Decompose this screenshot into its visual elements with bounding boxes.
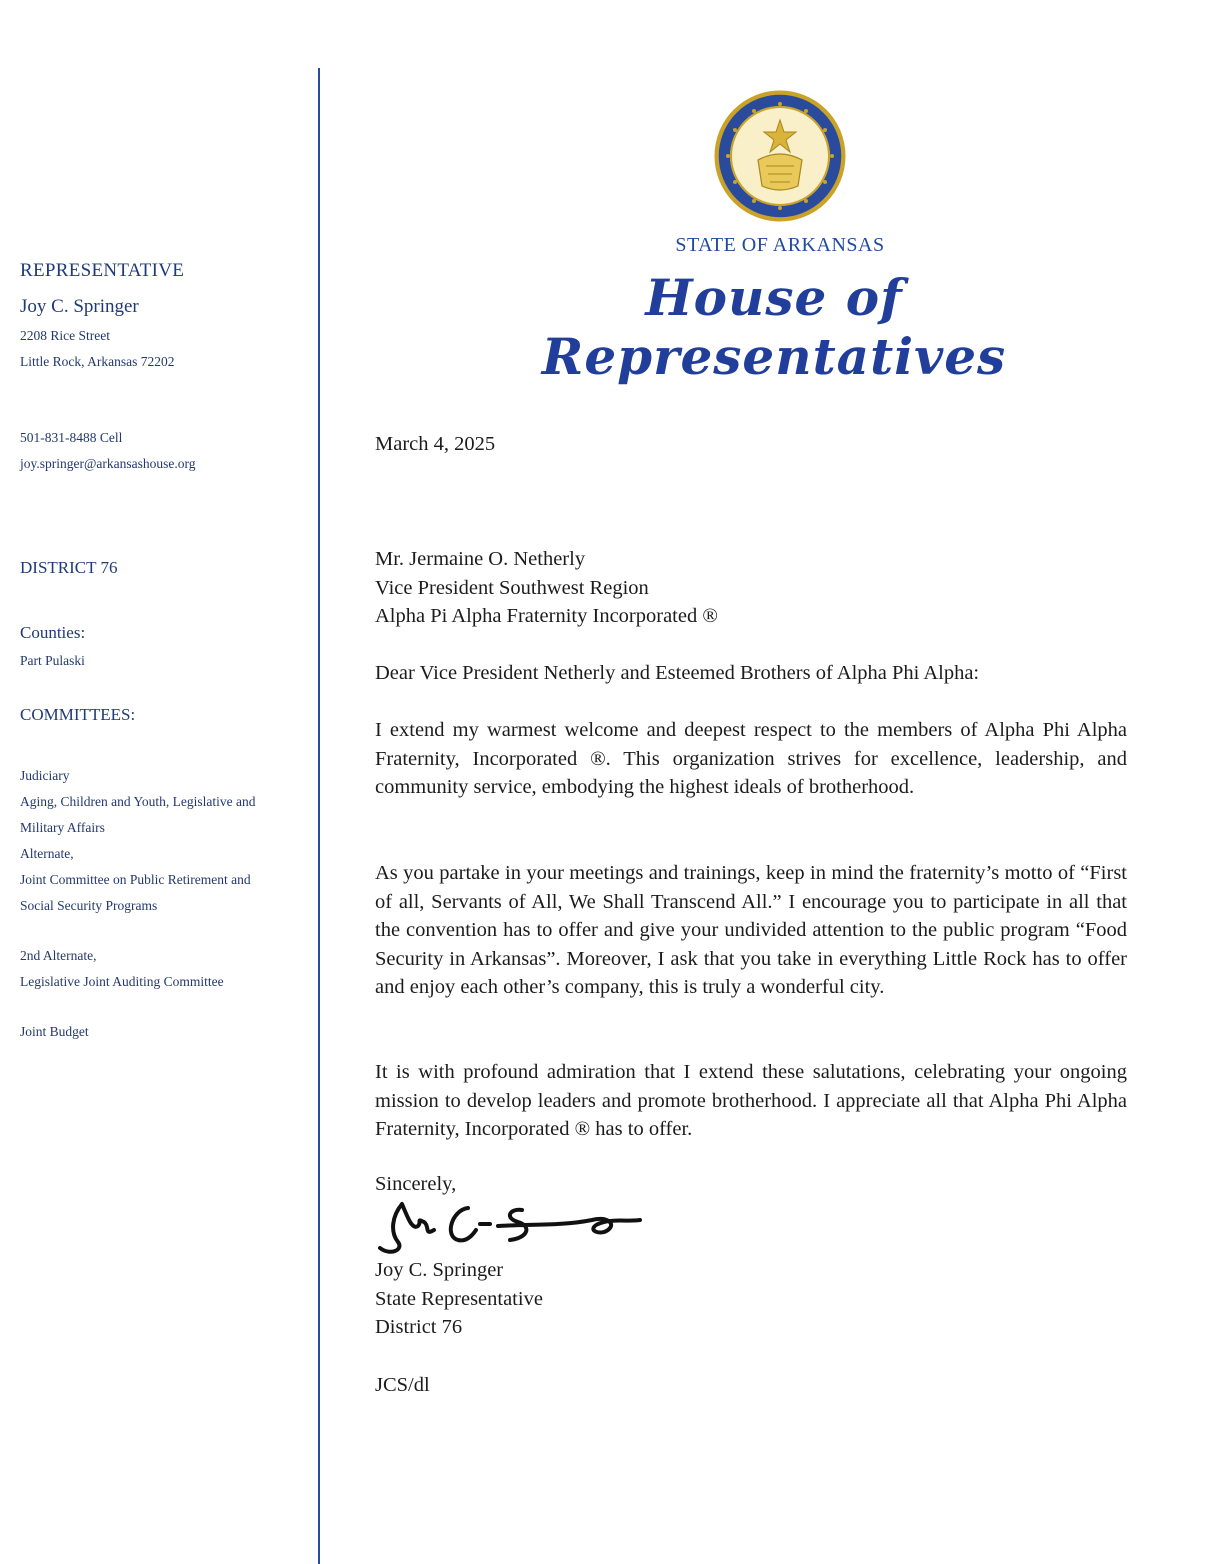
counties-label: Counties: [20,623,86,642]
address-line-1: 2208 Rice Street [20,328,110,343]
sidebar [0,0,312,1564]
closing: Sincerely, [375,1173,457,1195]
recipient-block [375,545,1127,631]
committee-item: Joint Budget [20,1024,89,1039]
signature-image [372,1196,652,1260]
committee-item: 2nd Alternate, [20,948,97,963]
paragraph-2: As you partake in your meetings and trainings, keep in mind the fraternity’s motto of “First of all, Servants of All, We Shall Transcend All.” I encourage you to participate in all that the convention has to offer and give your undivided attention to the public program “Food Security in Arkansas”. Moreover, I ask that you take in everything Little Rock has to offer and enjoy each other’s company, this is truly a wonderful city. [375,862,1127,998]
recipient-title: Vice President Southwest Region [375,576,649,599]
committees-label: COMMITTEES: [20,705,136,724]
state-heading: STATE OF ARKANSAS [675,234,885,256]
letter-date: March 4, 2025 [375,433,496,455]
typist-initials: JCS/dl [375,1374,430,1396]
recipient-organization: Alpha Pi Alpha Fraternity Incorporated ® [375,605,718,627]
recipient-name: Mr. Jermaine O. Netherly [375,548,586,570]
signer-block [375,1256,1127,1342]
district-label: DISTRICT 76 [20,558,118,577]
phone-number: 501-831-8488 Cell [20,430,123,445]
signer-district: District 76 [375,1316,463,1338]
signer-name: Joy C. Springer [375,1259,504,1281]
committee-item: Social Security Programs [20,898,158,913]
committee-item: Legislative Joint Auditing Committee [20,974,224,989]
committee-item: Alternate, [20,846,74,861]
salutation: Dear Vice President Netherly and Esteemed Brothers of Alpha Phi Alpha: [375,662,980,684]
representative-name: Joy C. Springer [20,296,139,317]
counties-value: Part Pulaski [20,653,85,668]
vertical-divider [318,68,320,1564]
signer-title: State Representative [375,1287,543,1310]
committee-item: Military Affairs [20,820,105,835]
sidebar-title: REPRESENTATIVE [20,260,185,281]
paragraph-3: It is with profound admiration that I extend these salutations, celebrating your ongoing mission to develop leaders and promote brotherhood. I appreciate all that Alpha Phi Alpha Fraternity, Incorporated ® has to offer. [375,1061,1127,1140]
email-address: joy.springer@arkansashouse.org [20,456,196,471]
committee-item: Judiciary [20,768,70,783]
paragraph-1: I extend my warmest welcome and deepest respect to the members of Alpha Phi Alpha Fraternity, Incorporated ®. This organization strives for excellence, leadership, and community service, embodying the highest ideals of brotherhood. [375,719,1127,798]
house-heading: House of Representatives [541,268,1007,386]
state-seal-icon [714,90,846,222]
committee-item: Aging, Children and Youth, Legislative and [20,794,256,809]
address-line-2: Little Rock, Arkansas 72202 [20,354,175,369]
committee-item: Joint Committee on Public Retirement and [20,872,251,887]
